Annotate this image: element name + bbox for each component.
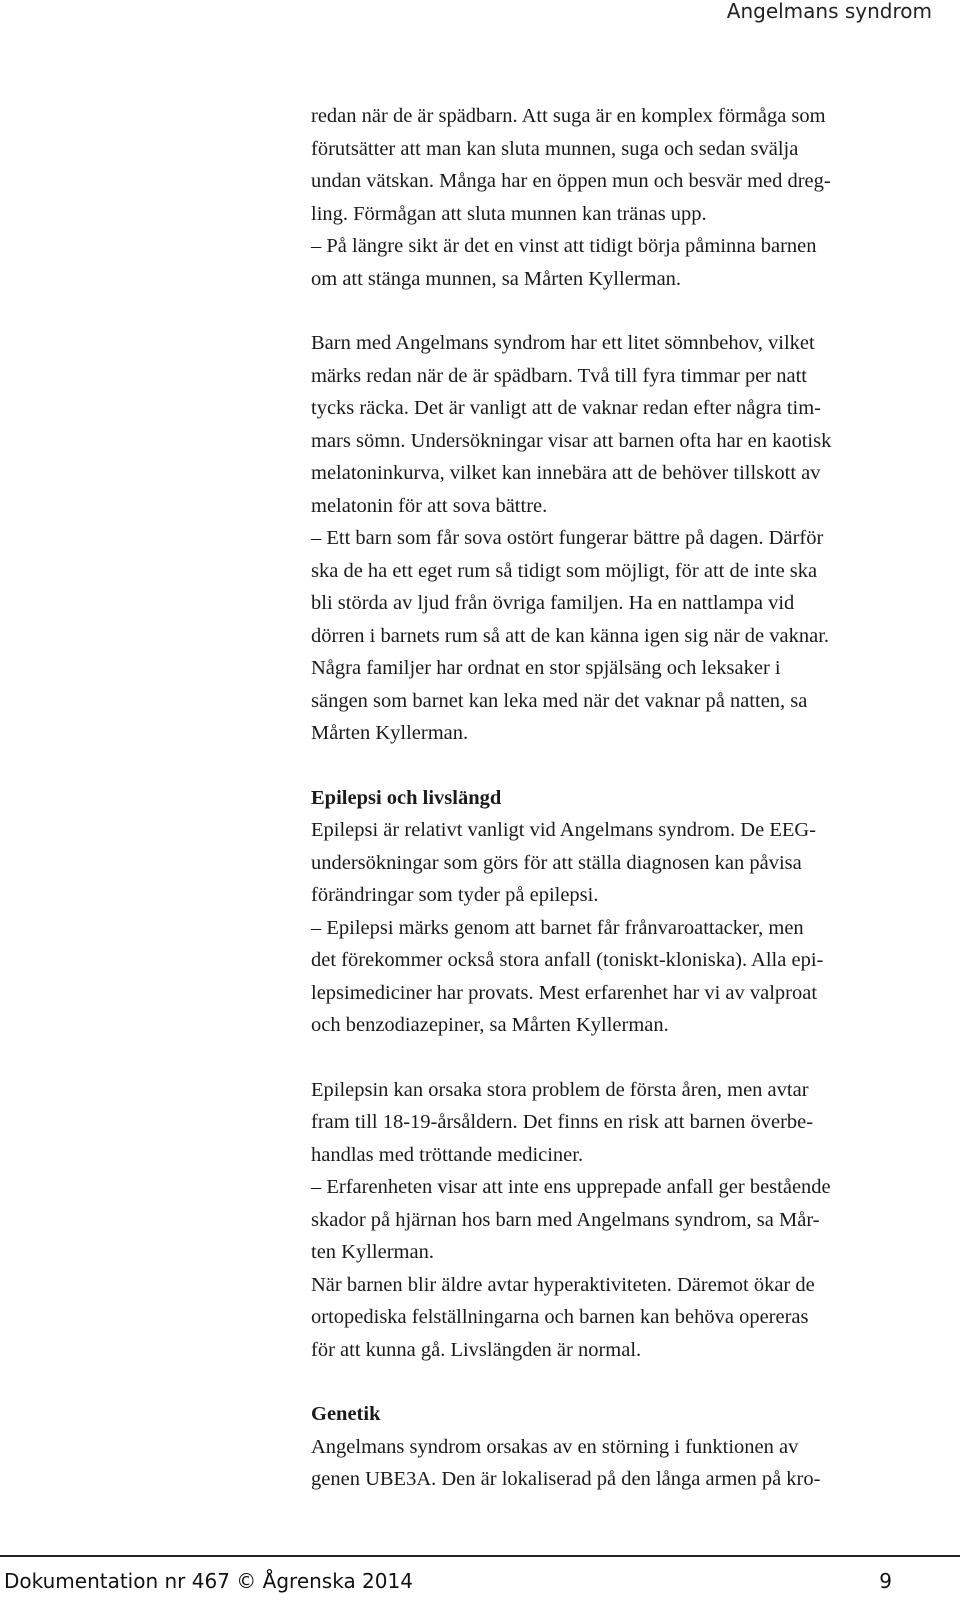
text-line: När barnen blir äldre avtar hyperaktiviteten. Däremot ökar de <box>311 1273 815 1296</box>
text-line: för att kunna gå. Livslängden är normal. <box>311 1338 642 1361</box>
section-genetik <box>311 1398 931 1496</box>
text-line: märks redan när de är spädbarn. Två till fyra timmar per natt <box>311 364 807 387</box>
text-line: – Epilepsi märks genom att barnet får frånvaroattacker, men <box>311 916 804 939</box>
text-line: Epilepsin kan orsaka stora problem de första åren, men avtar <box>311 1078 809 1101</box>
text-line: om att stänga munnen, sa Mårten Kyllerman. <box>311 267 682 290</box>
text-line: genen UBE3A. Den är lokaliserad på den långa armen på kro- <box>311 1468 821 1490</box>
text-line: ska de ha ett eget rum så tidigt som möjligt, för att de inte ska <box>311 559 818 582</box>
text-line: sängen som barnet kan leka med när det vaknar på natten, sa <box>311 689 808 712</box>
text-line: och benzodiazepiner, sa Mårten Kyllerman. <box>311 1014 669 1036</box>
running-head: Angelmans syndrom <box>726 0 932 23</box>
page-footer <box>0 1555 960 1605</box>
text-line: bli störda av ljud från övriga familjen. Ha en nattlampa vid <box>311 592 795 614</box>
text-line: melatonin för att sova bättre. <box>311 494 548 517</box>
paragraph-livslangd <box>311 1074 931 1367</box>
text-line: förutsätter att man kan sluta munnen, suga och sedan svälja <box>311 137 799 160</box>
text-line: Barn med Angelmans syndrom har ett litet sömnbehov, vilket <box>311 332 815 354</box>
text-line: – Erfarenheten visar att inte ens upprepade anfall ger bestående <box>311 1176 831 1198</box>
page-number: 9 <box>879 1569 892 1593</box>
paragraph-epilepsi <box>311 814 931 1042</box>
text-line: handlas med tröttande mediciner. <box>311 1143 584 1166</box>
section-heading-epilepsi: Epilepsi och livslängd <box>311 786 502 809</box>
paragraph-genetik <box>311 1431 931 1496</box>
text-line: undan vätskan. Många har en öppen mun och besvär med dreg- <box>311 170 831 192</box>
article-body <box>311 100 931 1496</box>
text-line: tycks räcka. Det är vanligt att de vaknar redan efter några tim- <box>311 397 821 419</box>
text-line: Några familjer har ordnat en stor spjälsäng och leksaker i <box>311 657 781 679</box>
text-line: Angelmans syndrom orsakas av en störning i funktionen av <box>311 1435 799 1458</box>
text-line: Epilepsi är relativt vanligt vid Angelmans syndrom. De EEG- <box>311 819 816 841</box>
text-line: skador på hjärnan hos barn med Angelmans syndrom, sa Mår- <box>311 1208 820 1231</box>
section-heading-genetik: Genetik <box>311 1403 381 1425</box>
text-line: mars sömn. Undersökningar visar att barnen ofta har en kaotisk <box>311 429 832 452</box>
text-line: – På längre sikt är det en vinst att tidigt börja påminna barnen <box>311 235 817 257</box>
paragraph-sucking <box>311 100 931 295</box>
text-line: förändringar som tyder på epilepsi. <box>311 884 599 906</box>
section-epilepsi <box>311 782 931 1042</box>
text-line: – Ett barn som får sova ostört fungerar bättre på dagen. Därför <box>311 527 824 549</box>
text-line: melatoninkurva, vilket kan innebära att de behöver tillskott av <box>311 462 821 484</box>
text-line: ten Kyllerman. <box>311 1241 434 1263</box>
text-line: undersökningar som görs för att ställa diagnosen kan påvisa <box>311 851 802 874</box>
text-line: lepsimediciner har provats. Mest erfarenhet har vi av valproat <box>311 981 818 1004</box>
text-line: fram till 18-19-årsåldern. Det finns en risk att barnen överbe- <box>311 1111 814 1133</box>
footer-doc-info: Dokumentation nr 467 © Ågrenska 2014 <box>4 1569 413 1593</box>
text-line: ling. Förmågan att sluta munnen kan tränas upp. <box>311 202 707 225</box>
text-line: ortopediska felställningarna och barnen kan behöva opereras <box>311 1306 809 1328</box>
text-line: dörren i barnets rum så att de kan känna igen sig när de vaknar. <box>311 624 830 647</box>
paragraph-sleep <box>311 327 931 750</box>
text-line: redan när de är spädbarn. Att suga är en komplex förmåga som <box>311 105 826 127</box>
text-line: Mårten Kyllerman. <box>311 722 469 744</box>
text-line: det förekommer också stora anfall (toniskt-kloniska). Alla epi- <box>311 949 824 971</box>
